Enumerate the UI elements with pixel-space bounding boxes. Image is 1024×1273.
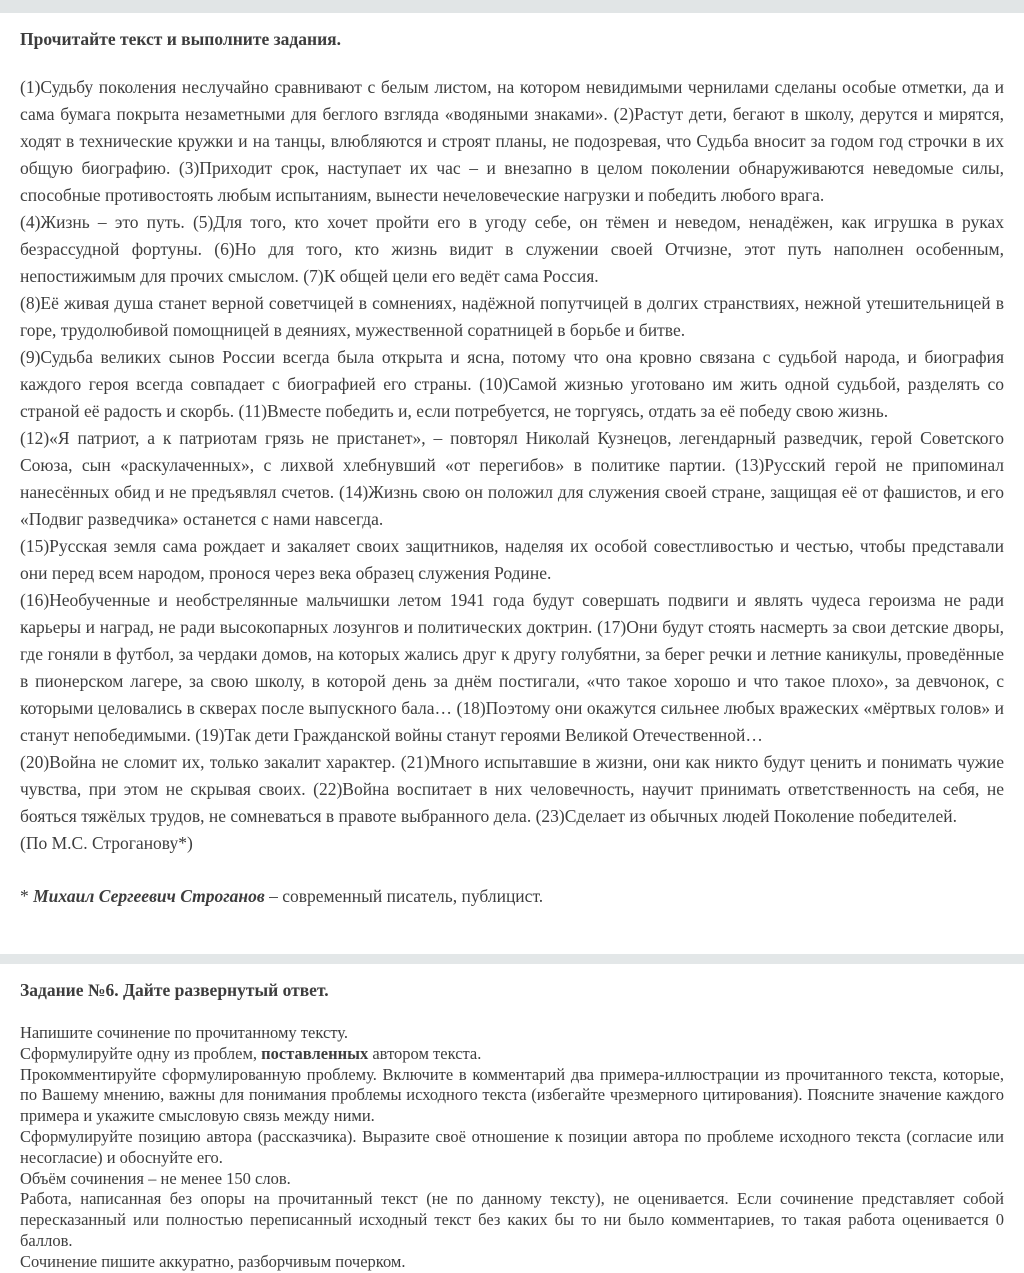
reading-paragraph: (16)Необученные и необстрелянные мальчишки летом 1941 года будут совершать подвиги и являть чудеса героизма не ради карьеры и наград, не ради высокопарных лозунгов и политических доктрин. (17)Они будут стоять насмерть за свои детские дворы, где гоняли в футбол, за чердаки домов, на которых жались друг к другу голубятни, за берег речки и летние каникулы, проведённые в пионерском лагере, за свою школу, в которой день за днём постигали, «что такое хорошо и что такое плохо», за девчонок, с которыми целовались в скверах после выпускного бала… (18)Поэтому они окажутся сильнее любых вражеских «мёртвых голов» и станут непобедимыми. (19)Так дети Гражданской войны станут героями Великой Отечественной… xyxy=(20,590,1004,745)
top-band xyxy=(0,0,1024,13)
reading-paragraph: (20)Война не сломит их, только закалит характер. (21)Много испытавшие в жизни, они как никто будут ценить и понимать чужие чувства, при этом не скрывая своих. (22)Война воспитает в них человечность, научит принимать ответственность на себя, не бояться тяжёлых трудов, не сомневаться в правоте выбранного дела. (23)Сделает из обычных людей Поколение победителей. xyxy=(20,752,1004,826)
reading-paragraph: (8)Её живая душа станет верной советчицей в сомнениях, надёжной попутчицей в долгих странствиях, нежной утешительницей в горе, трудолюбивой помощницей в деяниях, мужественной соратницей в борьбе и битве. xyxy=(20,293,1004,340)
footnote-marker: * xyxy=(20,886,34,906)
reading-instruction-heading: Прочитайте текст и выполните задания. xyxy=(20,29,342,49)
footnote-description: – современный писатель, публицист. xyxy=(264,886,544,906)
task-instruction: Сочинение пишите аккуратно, разборчивым почерком. xyxy=(20,1251,406,1271)
reading-paragraph: (9)Судьба великих сынов России всегда была открыта и ясна, потому что она кровно связана с судьбой народа, и биография каждого героя всегда совпадает с биографией его страны. (10)Самой жизнью уготовано им жить одной судьбой, разделять со страной её радость и скорбь. (11)Вместе победить и, если потребуется, не торгуясь, отдать за её победу свою жизнь. xyxy=(20,347,1004,421)
task-instruction: Работа, написанная без опоры на прочитанный текст (не по данному тексту), не оценивается. Если сочинение представляет собой пересказанный или полностью переписанный исходный текст без каких бы то ни было комментариев, то такая работа оценивается 0 баллов. xyxy=(20,1189,1004,1250)
task-section xyxy=(0,980,1024,1273)
task-instruction: Объём сочинения – не менее 150 слов. xyxy=(20,1168,291,1188)
footnote-author-name: Михаил Сергеевич Строганов xyxy=(33,886,265,906)
task-instruction: Сформулируйте позицию автора (рассказчика). Выразите своё отношение к позиции автора по проблеме исходного текста (согласие или несогласие) и обоснуйте его. xyxy=(20,1126,1004,1167)
task-instruction: Сформулируйте одну из проблем, поставленных автором текста. xyxy=(20,1043,482,1063)
section-divider xyxy=(0,954,1024,964)
task-instruction: Прокомментируйте сформулированную проблему. Включите в комментарий два примера-иллюстрации из прочитанного текста, которые, по Вашему мнению, важны для понимания проблемы исходного текста (избегайте чрезмерного цитирования). Поясните значение каждого примера и укажите смысловую связь между ними. xyxy=(20,1064,1004,1126)
author-attribution: (По М.С. Строганову*) xyxy=(20,833,193,853)
reading-section xyxy=(0,29,1024,910)
task-instruction: Напишите сочинение по прочитанному тексту. xyxy=(20,1023,348,1042)
reading-paragraph: (1)Судьбу поколения неслучайно сравнивают с белым листом, на котором невидимыми чернилами сделаны особые отметки, да и сама бумага покрыта незаметными для беглого взгляда «водяными знаками». (2)Растут дети, бегают в школу, дерутся и мирятся, ходят в технические кружки и на танцы, влюбляются и строят планы, не подозревая, что Судьба вносит за годом год строчки в их общую биографию. (3)Приходит срок, наступает их час – и внезапно в целом поколении обнаруживаются неведомые силы, способные противостоять любым испытаниям, вынести нечеловеческие нагрузки и победить любого врага. xyxy=(20,77,1004,205)
task-heading: Задание №6. Дайте развернутый ответ. xyxy=(20,980,329,1000)
reading-paragraph: (4)Жизнь – это путь. (5)Для того, кто хочет пройти его в угоду себе, он тёмен и неведом, ненадёжен, как игрушка в руках безрассудной фортуны. (6)Но для того, кто жизнь видит в служении своей Отчизне, этот путь наполнен особенным, непостижимым для прочих смыслом. (7)К общей цели его ведёт сама Россия. xyxy=(20,212,1004,286)
reading-paragraph: (12)«Я патриот, а к патриотам грязь не пристанет», – повторял Николай Кузнецов, легендарный разведчик, герой Советского Союза, сын «раскулаченных», с лихвой хлебнувший «от перегибов» в политике партии. (13)Русский герой не припоминал нанесённых обид и не предъявлял счетов. (14)Жизнь свою он положил для служения своей стране, защищая её от фашистов, и его «Подвиг разведчика» останется с нами навсегда. xyxy=(20,428,1004,529)
author-footnote xyxy=(20,883,1004,910)
reading-paragraph: (15)Русская земля сама рождает и закаляет своих защитников, наделяя их особой совестливостью и честью, чтобы представали они перед всем народом, пронося через века образец служения Родине. xyxy=(20,536,1004,583)
